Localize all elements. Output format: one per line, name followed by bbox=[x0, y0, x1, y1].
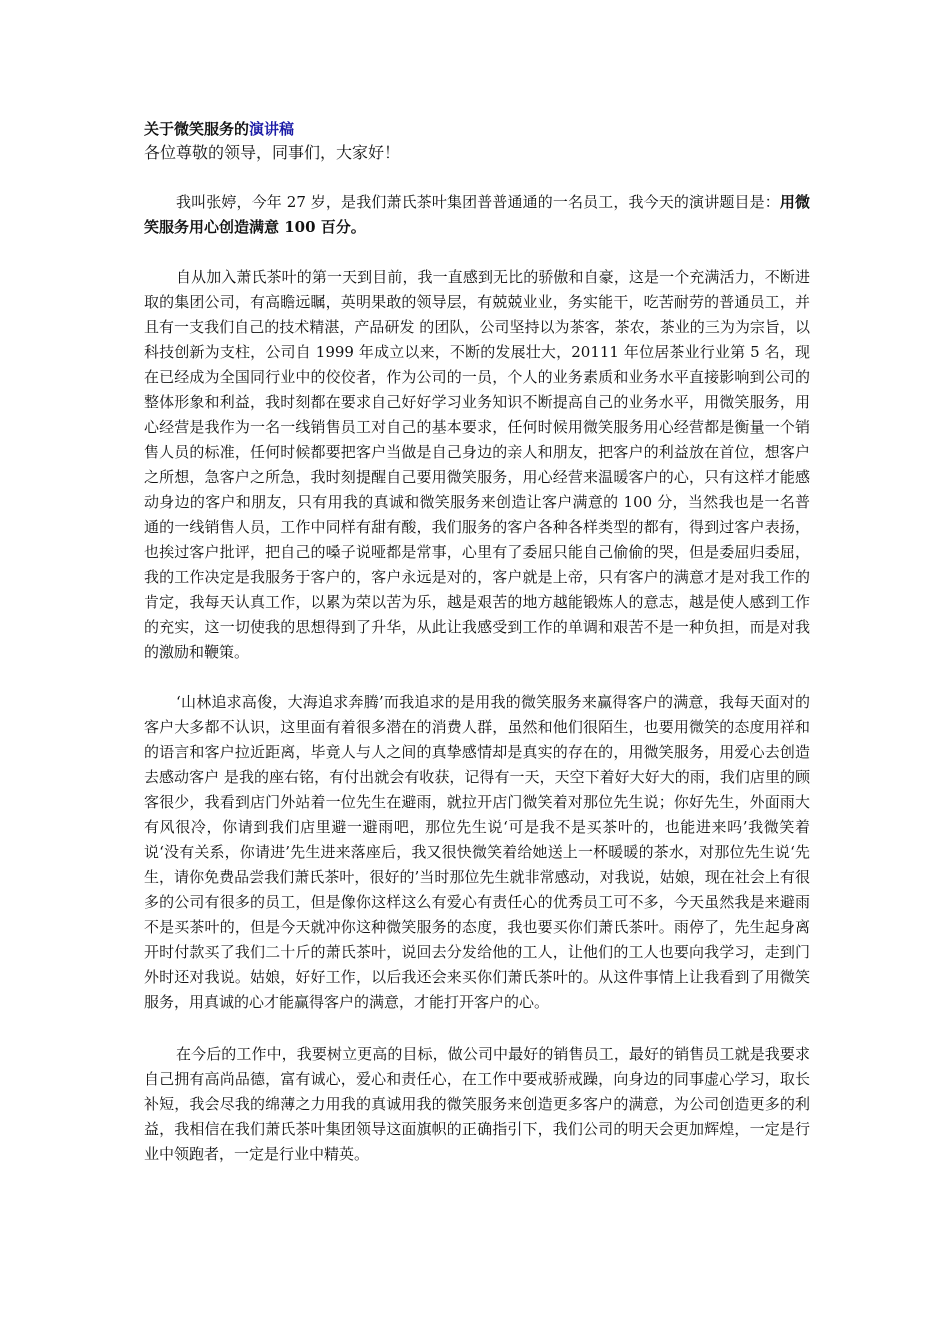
document-body bbox=[144, 118, 810, 1167]
greeting: 各位尊敬的领导，同事们，大家好！ bbox=[144, 143, 401, 162]
speech-topic: 用微笑服务用心创造满意 100 百分。 bbox=[144, 193, 810, 236]
intro-text: 我叫张婷，今年 27 岁，是我们萧氏茶叶集团普普通通的一名员工，我今天的演讲题目是： bbox=[176, 193, 780, 211]
intro-paragraph bbox=[144, 190, 810, 240]
body-paragraph-4: 在今后的工作中，我要树立更高的目标，做公司中最好的销售员工，最好的销售员工就是我要求自己拥有高尚品德，富有诚心，爱心和责任心，在工作中要戒骄戒躁，向身边的同事虚心学习，取长补短，我会尽我的绵薄之力用我的真诚用我的微笑服务来创造更多客户的满意，为公司创造更多的利益，我相信在我们萧氏茶叶集团领导这面旗帜的正确指引下，我们公司的明天会更加辉煌，一定是行业中领跑者，一定是行业中精英。 bbox=[144, 1045, 810, 1163]
title-highlight: 演讲稿 bbox=[249, 120, 295, 138]
body-paragraph-3: ‘山林追求高俊，大海追求奔腾’而我追求的是用我的微笑服务来赢得客户的满意，我每天面对的客户大多都不认识，这里面有着很多潜在的消费人群，虽然和他们很陌生，也要用微笑的态度用祥和的语言和客户拉近距离，毕竟人与人之间的真挚感情却是真实的存在的，用微笑服务，用爱心去创造去感动客户 是我的座右铭，有付出就会有收获，记得有一天，天空下着好大好大的雨，我们店里的顾客很少，我看到店门外站着一位先生在避雨，就拉开店门微笑着对那位先生说；你好先生，外面雨大有风很冷，你请到我们店里避一避雨吧，那位先生说‘可是我不是买茶叶的，也能进来吗’我微笑着说‘没有关系，你请进’先生进来落座后，我又很快微笑着给她送上一杯暖暖的茶水，对那位先生说‘先生，请你免费品尝我们萧氏茶叶，很好的’当时那位先生就非常感动，对我说，姑娘，现在社会上有很多的公司有很多的员工，但是像你这样这么有爱心有责任心的优秀员工可不多，今天虽然我是来避雨不是买茶叶的，但是今天就冲你这种微笑服务的态度，我也要买你们萧氏茶叶。雨停了，先生起身离开时付款买了我们二十斤的萧氏茶叶，说回去分发给他的工人，让他们的工人也要向我学习，走到门外时还对我说。姑娘，好好工作，以后我还会来买你们萧氏茶叶的。从这件事情上让我看到了用微笑服务，用真诚的心才能赢得客户的满意，才能打开客户的心。 bbox=[144, 693, 810, 1011]
document-title bbox=[144, 118, 810, 140]
title-prefix: 关于微笑服务的 bbox=[144, 120, 250, 138]
body-paragraph-2: 自从加入萧氏茶叶的第一天到目前，我一直感到无比的骄傲和自豪，这是一个充满活力，不断进取的集团公司，有高瞻远瞩，英明果敢的领导层，有兢兢业业，务实能干，吃苦耐劳的普通员工，并且有一支我们自己的技术精湛，产品研发 的团队，公司坚持以为茶客，茶农，茶业的三为为宗旨，以科技创新为支柱，公司自 1999 年成立以来，不断的发展壮大，20111 年位居茶业行业第 5 名，现在已经成为全国同行业中的佼佼者，作为公司的一员，个人的业务素质和业务水平直接影响到公司的整体形象和利益，我时刻都在要求自己好好学习业务知识不断提高自己的业务水平，用微笑服务，用心经营是我作为一名一线销售员工对自己的基本要求，任何时候用微笑服务用心经营都是衡量一个销售人员的标准，任何时候都要把客户当做是自己身边的亲人和朋友，把客户的利益放在首位，想客户之所想，急客户之所急，我时刻提醒自己要用微笑服务，用心经营来温暖客户的心，只有这样才能感动身边的客户和朋友，只有用我的真诚和微笑服务来创造让客户满意的 100 分，当然我也是一名普通的一线销售人员，工作中同样有甜有酸，我们服务的客户各种各样类型的都有，得到过客户表扬，也挨过客户批评，把自己的嗓子说哑都是常事，心里有了委屈只能自己偷偷的哭，但是委屈归委屈，我的工作决定是我服务于客户的，客户永远是对的，客户就是上帝，只有客户的满意才是对我工作的肯定，我每天认真工作，以累为荣以苦为乐，越是艰苦的地方越能锻炼人的意志，越是使人感到工作的充实，这一切使我的思想得到了升华，从此让我感受到工作的单调和艰苦不是一种负担，而是对我的激励和鞭策。 bbox=[144, 268, 810, 661]
